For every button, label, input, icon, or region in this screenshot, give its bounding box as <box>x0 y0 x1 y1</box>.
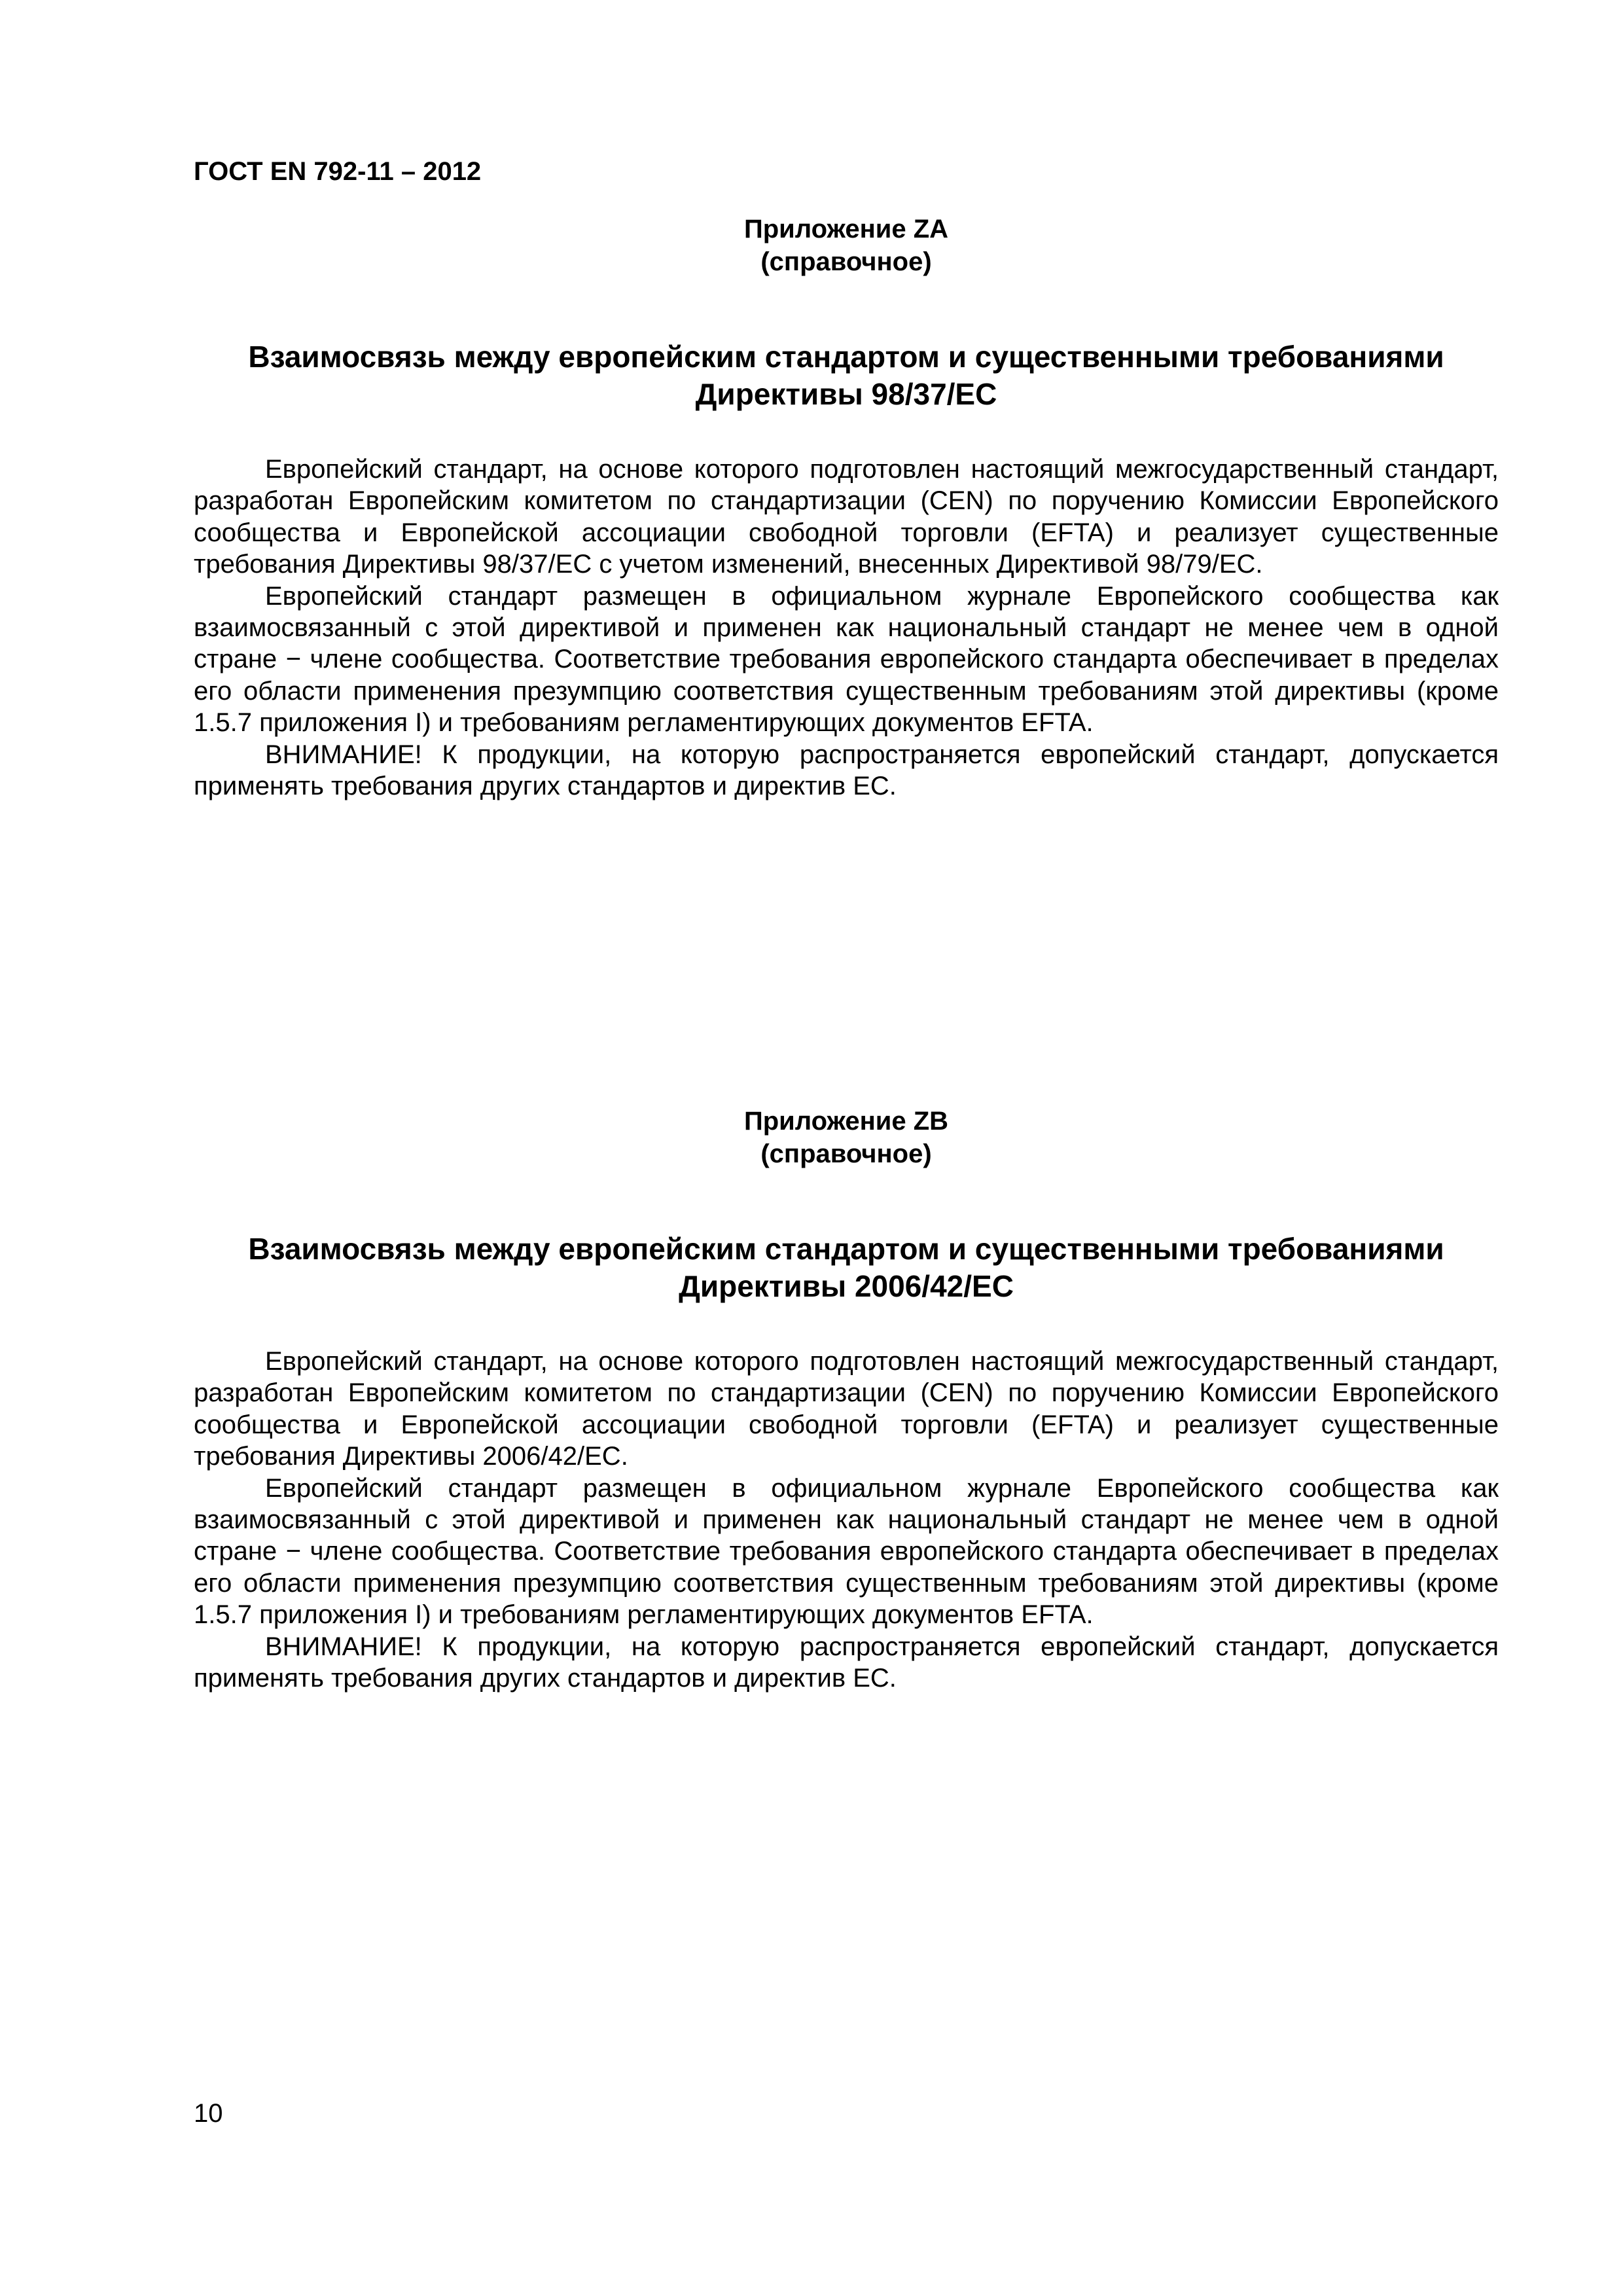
annex-zb-type: (справочное) <box>760 1139 932 1168</box>
annex-zb-paragraph-2: Европейский стандарт размещен в официальном журнале Европейского сообщества как взаимосвязанный с этой директивой и применен как национальный стандарт не менее чем в одной стране − члене сообщества. Соответствие требования европейского стандарта обеспечивает в пределах его области применения презумпцию соответствия существенным требованиям этой директивы (кроме 1.5.7 приложения I) и требованиям регламентирующих документов EFTA. <box>194 1473 1499 1630</box>
page-number: 10 <box>194 2099 223 2128</box>
annex-za-type: (справочное) <box>760 247 932 276</box>
annex-zb-title-line1: Взаимосвязь между европейским стандартом и существенными требованиями <box>248 1232 1444 1266</box>
annex-za-title-line1: Взаимосвязь между европейским стандартом и существенными требованиями <box>248 340 1444 374</box>
annex-zb-paragraph-1: Европейский стандарт, на основе которого подготовлен настоящий межгосударственный стандарт, разработан Европейским комитетом по стандартизации (CEN) по поручению Комиссии Европейского сообщества и Европейской ассоциации свободной торговли (EFTA) и реализует существенные требования Директивы 2006/42/ЕС. <box>194 1347 1499 1471</box>
document-number: ГОСТ EN 792-11 – 2012 <box>194 157 482 186</box>
annex-za-label: Приложение ZA <box>743 215 949 243</box>
annex-za <box>194 213 1499 802</box>
annex-zb-paragraph-3: ВНИМАНИЕ! К продукции, на которую распространяется европейский стандарт, допускается применять требования других стандартов и директив ЕС. <box>194 1632 1499 1693</box>
annex-za-paragraph-3: ВНИМАНИЕ! К продукции, на которую распространяется европейский стандарт, допускается применять требования других стандартов и директив ЕС. <box>194 740 1499 801</box>
annex-zb-label: Приложение ZB <box>743 1107 949 1136</box>
annex-za-paragraph-1: Европейский стандарт, на основе которого подготовлен настоящий межгосударственный стандарт, разработан Европейским комитетом по стандартизации (CEN) по поручению Комиссии Европейского сообщества и Европейской ассоциации свободной торговли (EFTA) и реализует существенные требования Директивы 98/37/ЕС с учетом изменений, внесенных Директивой 98/79/ЕС. <box>194 455 1499 579</box>
annex-zb-title-line2: Директивы 2006/42/EC <box>679 1269 1014 1303</box>
annex-za-title-line2: Директивы 98/37/EC <box>695 377 997 411</box>
annex-za-title <box>194 338 1499 413</box>
annex-zb-title <box>194 1230 1499 1305</box>
annex-za-paragraph-2: Европейский стандарт размещен в официальном журнале Европейского сообщества как взаимосвязанный с этой директивой и применен как национальный стандарт не менее чем в одной стране − члене сообщества. Соответствие требования европейского стандарта обеспечивает в пределах его области применения презумпцию соответствия существенным требованиям этой директивы (кроме 1.5.7 приложения I) и требованиям регламентирующих документов EFTA. <box>194 581 1499 738</box>
annex-zb <box>194 1105 1499 1694</box>
